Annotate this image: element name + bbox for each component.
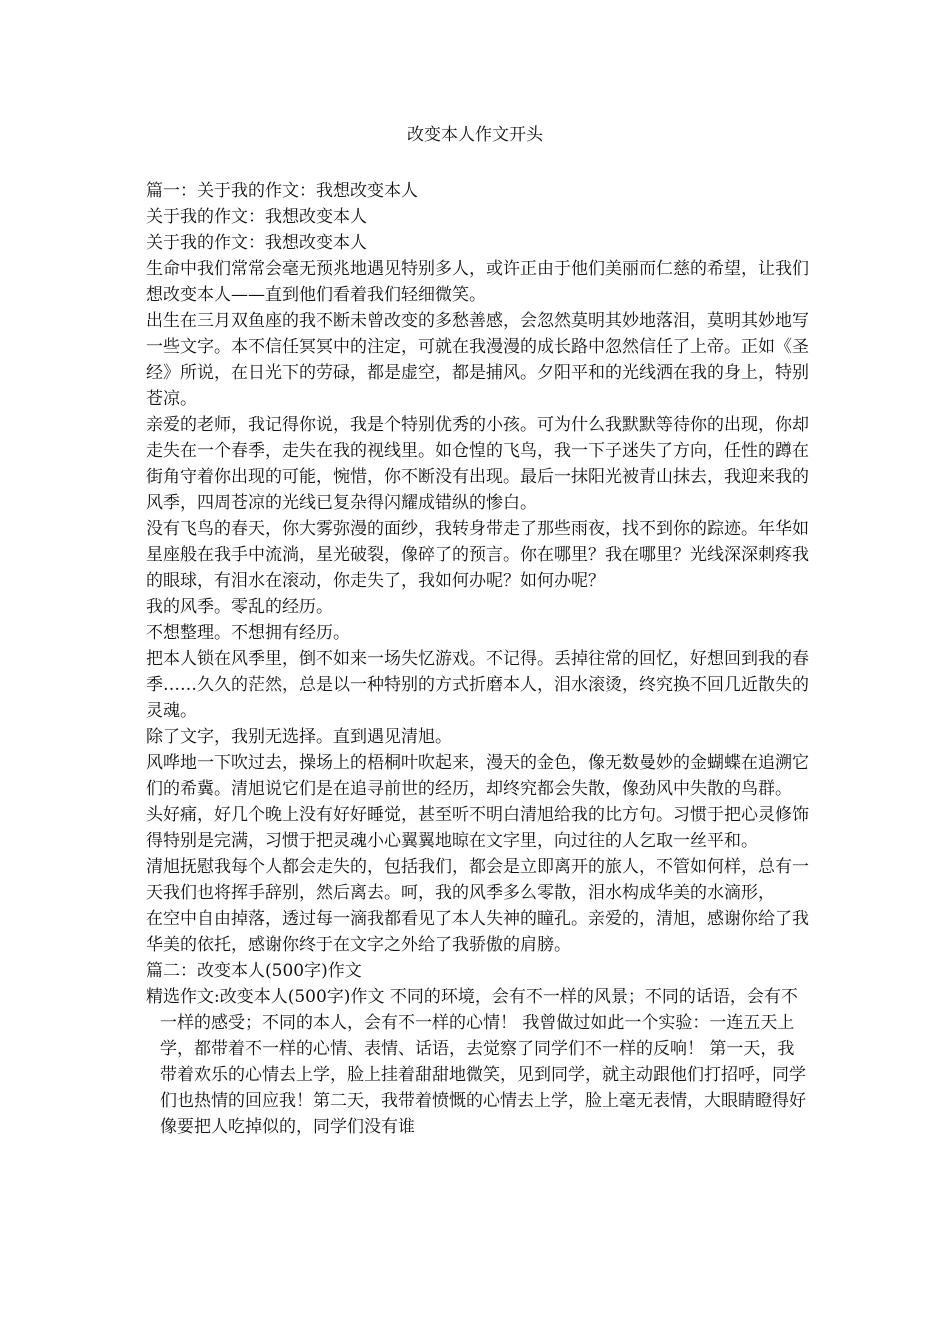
paragraph: 出生在三月双鱼座的我不断未曾改变的多愁善感，会忽然莫明其妙地落泪，莫明其妙地写一些文字。本不信任冥冥中的注定，可就在我漫漫的成长路中忽然信任了上帝。正如《圣经》所说，在日光下的劳碌，都是虚空，都是捕风。夕阳平和的光线洒在我的身上，特别苍凉。 [146, 311, 809, 409]
paragraph: 关于我的作文：我想改变本人 [146, 207, 367, 227]
paragraph: 关于我的作文：我想改变本人 [146, 233, 367, 253]
paragraph: 亲爱的老师，我记得你说，我是个特别优秀的小孩。可为什么我默默等待你的出现，你却走失在一个春季，走失在我的视线里。如仓惶的飞鸟，我一下子迷失了方向，任性的蹲在街角守着你出现的可能，惋惜，你不断没有出现。最后一抹阳光被青山抹去，我迎来我的风季，四周苍凉的光线已复杂得闪耀成错纵的惨白。 [146, 415, 809, 513]
document-title: 改变本人作文开头 [407, 125, 543, 145]
section-heading-1: 篇一：关于我的作文：我想改变本人 [146, 181, 418, 201]
document-body [146, 178, 811, 1140]
paragraph: 在空中自由掉落，透过每一滴我都看见了本人失神的瞳孔。亲爱的，清旭，感谢你给了我华美的依托，感谢你终于在文字之外给了我骄傲的肩膀。 [146, 909, 809, 955]
paragraph: 生命中我们常常会毫无预兆地遇见特别多人，或许正由于他们美丽而仁慈的希望，让我们想改变本人——直到他们看着我们轻细微笑。 [146, 259, 809, 305]
paragraph: 头好痛，好几个晚上没有好好睡觉，甚至听不明白清旭给我的比方句。习惯于把心灵修饰得特别是完满，习惯于把灵魂小心翼翼地晾在文字里，向过往的人乞取一丝平和。 [146, 805, 809, 851]
paragraph: 风哗地一下吹过去，操场上的梧桐叶吹起来，漫天的金色，像无数曼妙的金蝴蝶在追溯它们的希冀。清旭说它们是在追寻前世的经历，却终究都会失散，像劲风中失散的鸟群。 [146, 753, 809, 799]
paragraph: 没有飞鸟的春天，你大雾弥漫的面纱，我转身带走了那些雨夜，找不到你的踪迹。年华如星座般在我手中流淌，星光破裂，像碎了的预言。你在哪里？我在哪里？光线深深刺疼我的眼球，有泪水在滚动，你走失了，我如何办呢？如何办呢？ [146, 519, 809, 591]
paragraph: 清旭抚慰我每个人都会走失的，包括我们，都会是立即离开的旅人，不管如何样，总有一天我们也将挥手辞别，然后离去。呵，我的风季多么零散，泪水构成华美的水滴形， [146, 857, 809, 903]
paragraph: 我的风季。零乱的经历。 [146, 597, 333, 617]
paragraph: 除了文字，我别无选择。直到遇见清旭。 [146, 727, 452, 747]
paragraph: 不想整理。不想拥有经历。 [146, 623, 350, 643]
section-heading-2: 篇二：改变本人(500字)作文 [146, 961, 362, 981]
paragraph: 精选作文:改变本人(500字)作文 不同的环境，会有不一样的风景；不同的话语，会有不一样的感受；不同的本人，会有不一样的心情！ 我曾做过如此一个实验：一连五天上学，都带着不一样的心情、表情、话语，去觉察了同学们不一样的反响！ 第一天，我带着欢乐的心情去上学，脸上挂着甜甜地微笑，见到同学，就主动跟他们打招呼，同学们也热情的回应我！第二天，我带着愤慨的心情去上学，脸上毫无表情，大眼睛瞪得好像要把人吃掉似的，同学们没有谁 [146, 987, 806, 1137]
paragraph: 把本人锁在风季里，倒不如来一场失忆游戏。不记得。丢掉往常的回忆，好想回到我的春季……久久的茫然，总是以一种特别的方式折磨本人，泪水滚烫，终究换不回几近散失的灵魂。 [146, 649, 809, 721]
